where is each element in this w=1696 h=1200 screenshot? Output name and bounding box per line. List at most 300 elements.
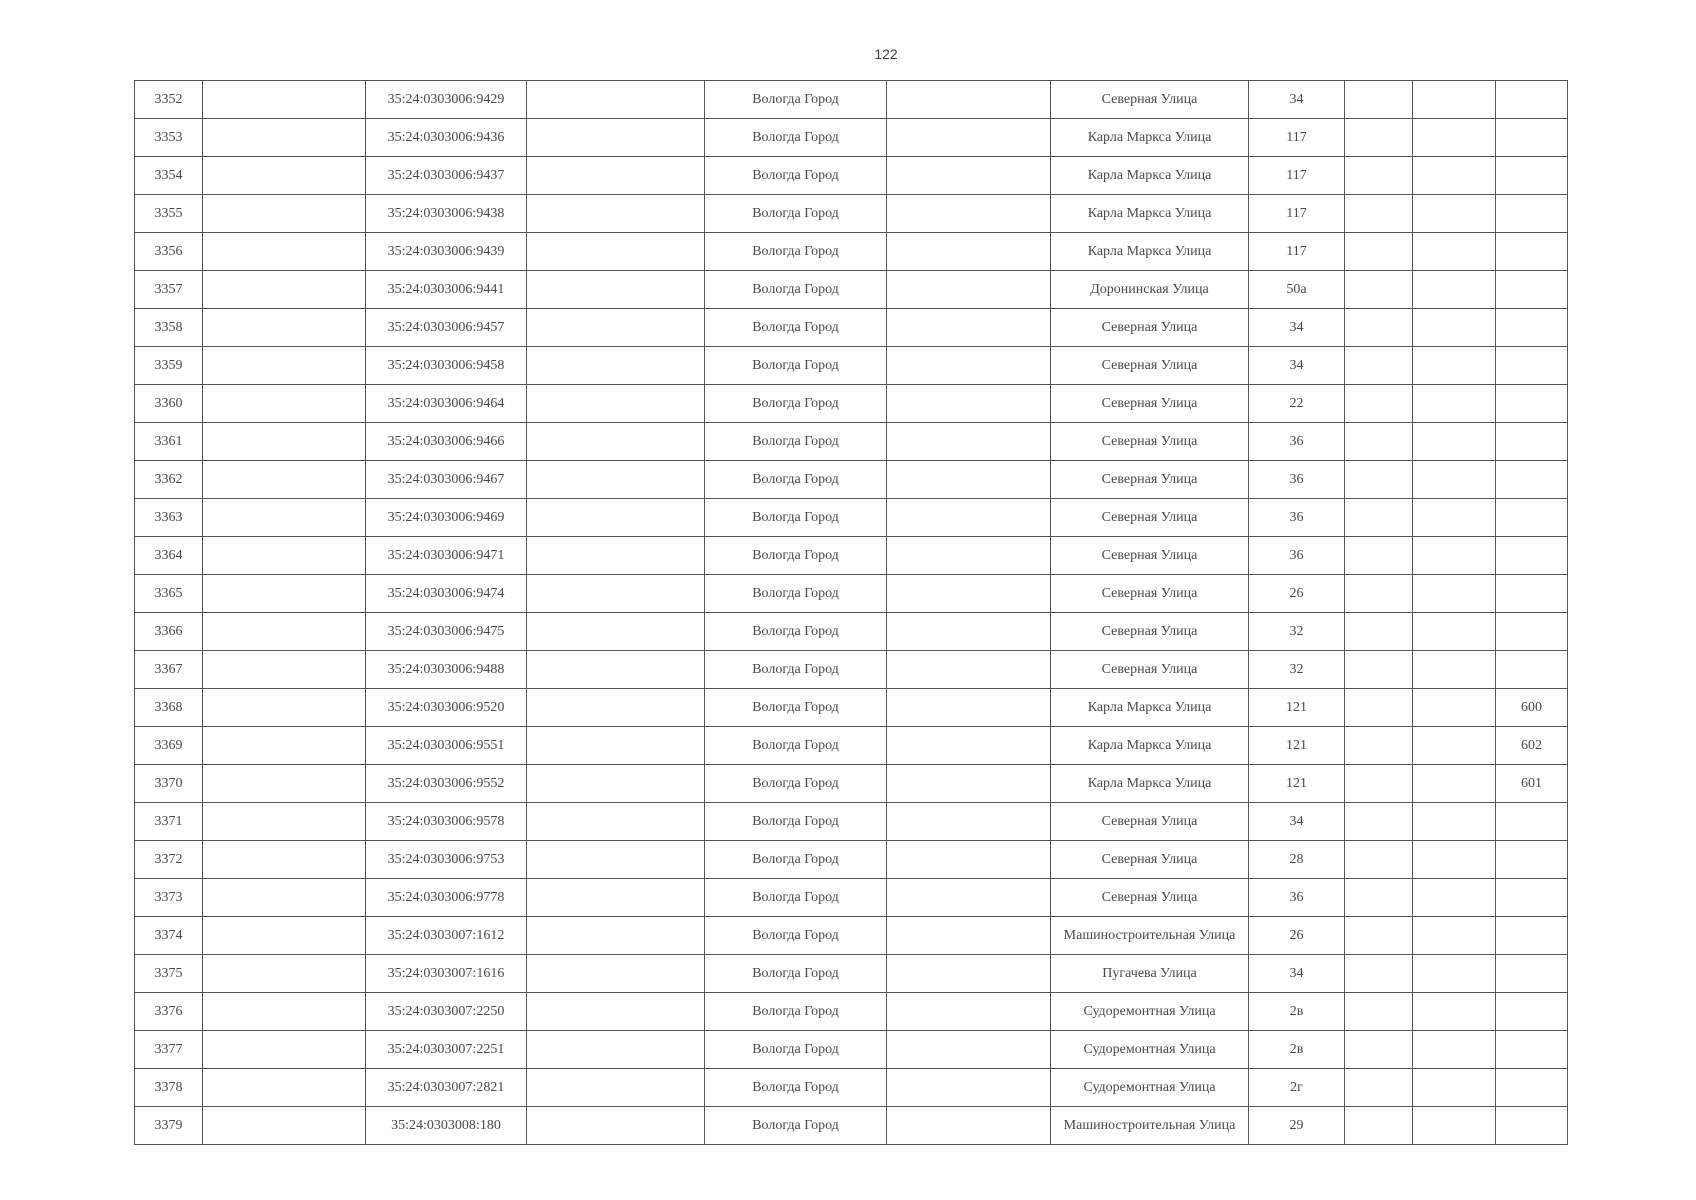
empty-cell	[527, 993, 705, 1031]
house-number-cell: 28	[1249, 841, 1345, 879]
city-cell: Вологда Город	[705, 1031, 887, 1069]
house-number-cell: 36	[1249, 537, 1345, 575]
empty-cell	[1345, 309, 1413, 347]
cadastral-number-cell: 35:24:0303007:2250	[366, 993, 527, 1031]
cadastral-number-cell: 35:24:0303006:9467	[366, 461, 527, 499]
house-number-cell: 34	[1249, 309, 1345, 347]
table-row	[135, 347, 1568, 385]
empty-cell	[203, 499, 366, 537]
table-row	[135, 537, 1568, 575]
apartment-cell	[1496, 233, 1568, 271]
apartment-cell	[1496, 81, 1568, 119]
empty-cell	[527, 309, 705, 347]
empty-cell	[527, 841, 705, 879]
row-number-cell: 3368	[135, 689, 203, 727]
street-cell: Судоремонтная Улица	[1051, 1069, 1249, 1107]
city-cell: Вологда Город	[705, 385, 887, 423]
cadastral-number-cell: 35:24:0303007:2821	[366, 1069, 527, 1107]
empty-cell	[203, 689, 366, 727]
empty-cell	[203, 955, 366, 993]
table-row	[135, 461, 1568, 499]
empty-cell	[203, 917, 366, 955]
row-number-cell: 3369	[135, 727, 203, 765]
empty-cell	[1413, 689, 1496, 727]
empty-cell	[527, 499, 705, 537]
empty-cell	[887, 955, 1051, 993]
apartment-cell	[1496, 461, 1568, 499]
apartment-cell	[1496, 1069, 1568, 1107]
empty-cell	[203, 271, 366, 309]
cadastral-number-cell: 35:24:0303006:9441	[366, 271, 527, 309]
house-number-cell: 34	[1249, 803, 1345, 841]
cadastral-number-cell: 35:24:0303006:9471	[366, 537, 527, 575]
house-number-cell: 121	[1249, 727, 1345, 765]
empty-cell	[1413, 195, 1496, 233]
house-number-cell: 32	[1249, 613, 1345, 651]
empty-cell	[1345, 537, 1413, 575]
empty-cell	[203, 537, 366, 575]
cadastral-number-cell: 35:24:0303006:9458	[366, 347, 527, 385]
row-number-cell: 3377	[135, 1031, 203, 1069]
city-cell: Вологда Город	[705, 575, 887, 613]
empty-cell	[527, 727, 705, 765]
cadastral-number-cell: 35:24:0303006:9438	[366, 195, 527, 233]
empty-cell	[527, 879, 705, 917]
empty-cell	[1345, 879, 1413, 917]
empty-cell	[1413, 385, 1496, 423]
empty-cell	[1413, 1031, 1496, 1069]
empty-cell	[1413, 233, 1496, 271]
apartment-cell	[1496, 651, 1568, 689]
city-cell: Вологда Город	[705, 689, 887, 727]
table-row	[135, 81, 1568, 119]
empty-cell	[203, 119, 366, 157]
apartment-cell	[1496, 119, 1568, 157]
apartment-cell	[1496, 955, 1568, 993]
empty-cell	[887, 575, 1051, 613]
house-number-cell: 117	[1249, 233, 1345, 271]
street-cell: Карла Маркса Улица	[1051, 195, 1249, 233]
empty-cell	[203, 651, 366, 689]
table-row	[135, 765, 1568, 803]
empty-cell	[887, 689, 1051, 727]
house-number-cell: 34	[1249, 347, 1345, 385]
cadastral-number-cell: 35:24:0303008:180	[366, 1107, 527, 1145]
table-row	[135, 157, 1568, 195]
cadastral-number-cell: 35:24:0303006:9464	[366, 385, 527, 423]
city-cell: Вологда Город	[705, 917, 887, 955]
apartment-cell	[1496, 803, 1568, 841]
apartment-cell	[1496, 385, 1568, 423]
street-cell: Северная Улица	[1051, 309, 1249, 347]
table-row	[135, 917, 1568, 955]
empty-cell	[203, 461, 366, 499]
house-number-cell: 117	[1249, 157, 1345, 195]
street-cell: Северная Улица	[1051, 461, 1249, 499]
row-number-cell: 3378	[135, 1069, 203, 1107]
empty-cell	[1345, 993, 1413, 1031]
apartment-cell	[1496, 499, 1568, 537]
row-number-cell: 3367	[135, 651, 203, 689]
street-cell: Карла Маркса Улица	[1051, 765, 1249, 803]
street-cell: Северная Улица	[1051, 499, 1249, 537]
street-cell: Северная Улица	[1051, 651, 1249, 689]
empty-cell	[203, 347, 366, 385]
empty-cell	[1413, 119, 1496, 157]
street-cell: Северная Улица	[1051, 423, 1249, 461]
empty-cell	[1413, 157, 1496, 195]
empty-cell	[1413, 879, 1496, 917]
empty-cell	[887, 841, 1051, 879]
cadastral-number-cell: 35:24:0303006:9520	[366, 689, 527, 727]
table-row	[135, 119, 1568, 157]
street-cell: Северная Улица	[1051, 385, 1249, 423]
empty-cell	[203, 803, 366, 841]
empty-cell	[1413, 81, 1496, 119]
empty-cell	[887, 727, 1051, 765]
empty-cell	[527, 1069, 705, 1107]
empty-cell	[1345, 955, 1413, 993]
empty-cell	[527, 537, 705, 575]
cadastral-number-cell: 35:24:0303006:9551	[366, 727, 527, 765]
cadastral-number-cell: 35:24:0303006:9439	[366, 233, 527, 271]
empty-cell	[527, 233, 705, 271]
cadastral-number-cell: 35:24:0303006:9429	[366, 81, 527, 119]
empty-cell	[887, 613, 1051, 651]
street-cell: Судоремонтная Улица	[1051, 993, 1249, 1031]
empty-cell	[887, 537, 1051, 575]
apartment-cell	[1496, 1107, 1568, 1145]
apartment-cell	[1496, 309, 1568, 347]
empty-cell	[527, 765, 705, 803]
empty-cell	[203, 309, 366, 347]
apartment-cell	[1496, 1031, 1568, 1069]
city-cell: Вологда Город	[705, 727, 887, 765]
empty-cell	[1413, 1107, 1496, 1145]
empty-cell	[1413, 1069, 1496, 1107]
table-row	[135, 993, 1568, 1031]
cadastral-number-cell: 35:24:0303007:1616	[366, 955, 527, 993]
empty-cell	[203, 385, 366, 423]
empty-cell	[527, 195, 705, 233]
apartment-cell	[1496, 917, 1568, 955]
empty-cell	[527, 157, 705, 195]
empty-cell	[203, 423, 366, 461]
cadastral-number-cell: 35:24:0303007:2251	[366, 1031, 527, 1069]
house-number-cell: 50а	[1249, 271, 1345, 309]
empty-cell	[887, 651, 1051, 689]
empty-cell	[527, 81, 705, 119]
apartment-cell	[1496, 537, 1568, 575]
row-number-cell: 3375	[135, 955, 203, 993]
empty-cell	[1345, 119, 1413, 157]
empty-cell	[887, 1069, 1051, 1107]
empty-cell	[1345, 917, 1413, 955]
apartment-cell: 601	[1496, 765, 1568, 803]
empty-cell	[887, 461, 1051, 499]
city-cell: Вологда Город	[705, 119, 887, 157]
empty-cell	[1413, 727, 1496, 765]
empty-cell	[203, 81, 366, 119]
table-row	[135, 651, 1568, 689]
empty-cell	[1413, 955, 1496, 993]
row-number-cell: 3372	[135, 841, 203, 879]
empty-cell	[1345, 1069, 1413, 1107]
table-row	[135, 1031, 1568, 1069]
empty-cell	[203, 841, 366, 879]
empty-cell	[527, 461, 705, 499]
empty-cell	[1345, 575, 1413, 613]
row-number-cell: 3353	[135, 119, 203, 157]
empty-cell	[887, 1107, 1051, 1145]
apartment-cell	[1496, 879, 1568, 917]
empty-cell	[1345, 271, 1413, 309]
street-cell: Карла Маркса Улица	[1051, 689, 1249, 727]
empty-cell	[203, 1107, 366, 1145]
apartment-cell	[1496, 575, 1568, 613]
table-row	[135, 575, 1568, 613]
empty-cell	[1413, 651, 1496, 689]
row-number-cell: 3357	[135, 271, 203, 309]
table-row	[135, 499, 1568, 537]
empty-cell	[1345, 423, 1413, 461]
apartment-cell	[1496, 423, 1568, 461]
empty-cell	[887, 119, 1051, 157]
street-cell: Северная Улица	[1051, 841, 1249, 879]
city-cell: Вологда Город	[705, 81, 887, 119]
house-number-cell: 117	[1249, 119, 1345, 157]
house-number-cell: 2в	[1249, 993, 1345, 1031]
empty-cell	[527, 1107, 705, 1145]
empty-cell	[887, 917, 1051, 955]
row-number-cell: 3374	[135, 917, 203, 955]
empty-cell	[203, 613, 366, 651]
house-number-cell: 121	[1249, 765, 1345, 803]
row-number-cell: 3352	[135, 81, 203, 119]
street-cell: Судоремонтная Улица	[1051, 1031, 1249, 1069]
empty-cell	[1345, 803, 1413, 841]
house-number-cell: 32	[1249, 651, 1345, 689]
empty-cell	[203, 727, 366, 765]
street-cell: Карла Маркса Улица	[1051, 727, 1249, 765]
empty-cell	[1413, 309, 1496, 347]
row-number-cell: 3354	[135, 157, 203, 195]
empty-cell	[1413, 423, 1496, 461]
apartment-cell	[1496, 993, 1568, 1031]
empty-cell	[527, 613, 705, 651]
empty-cell	[887, 499, 1051, 537]
city-cell: Вологда Город	[705, 803, 887, 841]
empty-cell	[887, 195, 1051, 233]
city-cell: Вологда Город	[705, 765, 887, 803]
house-number-cell: 2в	[1249, 1031, 1345, 1069]
street-cell: Машиностроительная Улица	[1051, 917, 1249, 955]
table-row	[135, 385, 1568, 423]
empty-cell	[1345, 651, 1413, 689]
empty-cell	[1345, 727, 1413, 765]
empty-cell	[203, 1069, 366, 1107]
empty-cell	[203, 1031, 366, 1069]
empty-cell	[1413, 575, 1496, 613]
row-number-cell: 3366	[135, 613, 203, 651]
empty-cell	[887, 1031, 1051, 1069]
house-number-cell: 36	[1249, 499, 1345, 537]
house-number-cell: 121	[1249, 689, 1345, 727]
empty-cell	[887, 157, 1051, 195]
table-row	[135, 727, 1568, 765]
house-number-cell: 22	[1249, 385, 1345, 423]
empty-cell	[1413, 271, 1496, 309]
street-cell: Северная Улица	[1051, 81, 1249, 119]
table-row	[135, 233, 1568, 271]
empty-cell	[1413, 613, 1496, 651]
house-number-cell: 36	[1249, 461, 1345, 499]
empty-cell	[887, 347, 1051, 385]
empty-cell	[1345, 157, 1413, 195]
apartment-cell	[1496, 841, 1568, 879]
street-cell: Доронинская Улица	[1051, 271, 1249, 309]
empty-cell	[1345, 765, 1413, 803]
empty-cell	[887, 81, 1051, 119]
empty-cell	[1345, 689, 1413, 727]
empty-cell	[1345, 499, 1413, 537]
apartment-cell	[1496, 271, 1568, 309]
empty-cell	[527, 689, 705, 727]
apartment-cell: 602	[1496, 727, 1568, 765]
apartment-cell	[1496, 157, 1568, 195]
city-cell: Вологда Город	[705, 423, 887, 461]
empty-cell	[1345, 1107, 1413, 1145]
row-number-cell: 3370	[135, 765, 203, 803]
table-row	[135, 613, 1568, 651]
table-row	[135, 271, 1568, 309]
empty-cell	[1345, 613, 1413, 651]
house-number-cell: 26	[1249, 917, 1345, 955]
cadastral-number-cell: 35:24:0303006:9552	[366, 765, 527, 803]
apartment-cell	[1496, 195, 1568, 233]
city-cell: Вологда Город	[705, 879, 887, 917]
empty-cell	[203, 195, 366, 233]
empty-cell	[527, 917, 705, 955]
empty-cell	[1345, 195, 1413, 233]
empty-cell	[527, 803, 705, 841]
empty-cell	[527, 271, 705, 309]
city-cell: Вологда Город	[705, 195, 887, 233]
row-number-cell: 3358	[135, 309, 203, 347]
city-cell: Вологда Город	[705, 613, 887, 651]
house-number-cell: 117	[1249, 195, 1345, 233]
city-cell: Вологда Город	[705, 157, 887, 195]
city-cell: Вологда Город	[705, 1069, 887, 1107]
row-number-cell: 3371	[135, 803, 203, 841]
row-number-cell: 3361	[135, 423, 203, 461]
city-cell: Вологда Город	[705, 1107, 887, 1145]
empty-cell	[1413, 765, 1496, 803]
empty-cell	[1413, 803, 1496, 841]
empty-cell	[887, 993, 1051, 1031]
empty-cell	[527, 955, 705, 993]
street-cell: Карла Маркса Улица	[1051, 157, 1249, 195]
empty-cell	[1345, 841, 1413, 879]
table-row	[135, 195, 1568, 233]
street-cell: Карла Маркса Улица	[1051, 233, 1249, 271]
city-cell: Вологда Город	[705, 651, 887, 689]
street-cell: Северная Улица	[1051, 803, 1249, 841]
registry-table	[134, 80, 1568, 1145]
city-cell: Вологда Город	[705, 309, 887, 347]
table-row	[135, 309, 1568, 347]
street-cell: Северная Улица	[1051, 575, 1249, 613]
table-row	[135, 1069, 1568, 1107]
street-cell: Пугачева Улица	[1051, 955, 1249, 993]
cadastral-number-cell: 35:24:0303006:9778	[366, 879, 527, 917]
table-row	[135, 955, 1568, 993]
house-number-cell: 29	[1249, 1107, 1345, 1145]
city-cell: Вологда Город	[705, 993, 887, 1031]
city-cell: Вологда Город	[705, 233, 887, 271]
empty-cell	[887, 233, 1051, 271]
cadastral-number-cell: 35:24:0303006:9437	[366, 157, 527, 195]
cadastral-number-cell: 35:24:0303007:1612	[366, 917, 527, 955]
cadastral-number-cell: 35:24:0303006:9474	[366, 575, 527, 613]
street-cell: Машиностроительная Улица	[1051, 1107, 1249, 1145]
table-row	[135, 803, 1568, 841]
empty-cell	[1413, 347, 1496, 385]
house-number-cell: 34	[1249, 955, 1345, 993]
empty-cell	[527, 651, 705, 689]
empty-cell	[203, 233, 366, 271]
empty-cell	[1345, 81, 1413, 119]
row-number-cell: 3365	[135, 575, 203, 613]
empty-cell	[1345, 347, 1413, 385]
city-cell: Вологда Город	[705, 347, 887, 385]
row-number-cell: 3360	[135, 385, 203, 423]
empty-cell	[1413, 841, 1496, 879]
empty-cell	[1345, 461, 1413, 499]
apartment-cell	[1496, 613, 1568, 651]
cadastral-number-cell: 35:24:0303006:9469	[366, 499, 527, 537]
row-number-cell: 3364	[135, 537, 203, 575]
house-number-cell: 26	[1249, 575, 1345, 613]
empty-cell	[887, 385, 1051, 423]
table-row	[135, 689, 1568, 727]
house-number-cell: 36	[1249, 423, 1345, 461]
row-number-cell: 3359	[135, 347, 203, 385]
cadastral-number-cell: 35:24:0303006:9466	[366, 423, 527, 461]
empty-cell	[887, 879, 1051, 917]
row-number-cell: 3355	[135, 195, 203, 233]
city-cell: Вологда Город	[705, 499, 887, 537]
empty-cell	[527, 347, 705, 385]
empty-cell	[527, 1031, 705, 1069]
cadastral-number-cell: 35:24:0303006:9488	[366, 651, 527, 689]
house-number-cell: 34	[1249, 81, 1345, 119]
row-number-cell: 3363	[135, 499, 203, 537]
house-number-cell: 2г	[1249, 1069, 1345, 1107]
empty-cell	[1413, 993, 1496, 1031]
house-number-cell: 36	[1249, 879, 1345, 917]
empty-cell	[1413, 917, 1496, 955]
table-row	[135, 423, 1568, 461]
page-number: 122	[874, 46, 898, 62]
street-cell: Северная Улица	[1051, 347, 1249, 385]
row-number-cell: 3362	[135, 461, 203, 499]
empty-cell	[527, 575, 705, 613]
empty-cell	[1345, 385, 1413, 423]
street-cell: Северная Улица	[1051, 879, 1249, 917]
row-number-cell: 3356	[135, 233, 203, 271]
row-number-cell: 3379	[135, 1107, 203, 1145]
